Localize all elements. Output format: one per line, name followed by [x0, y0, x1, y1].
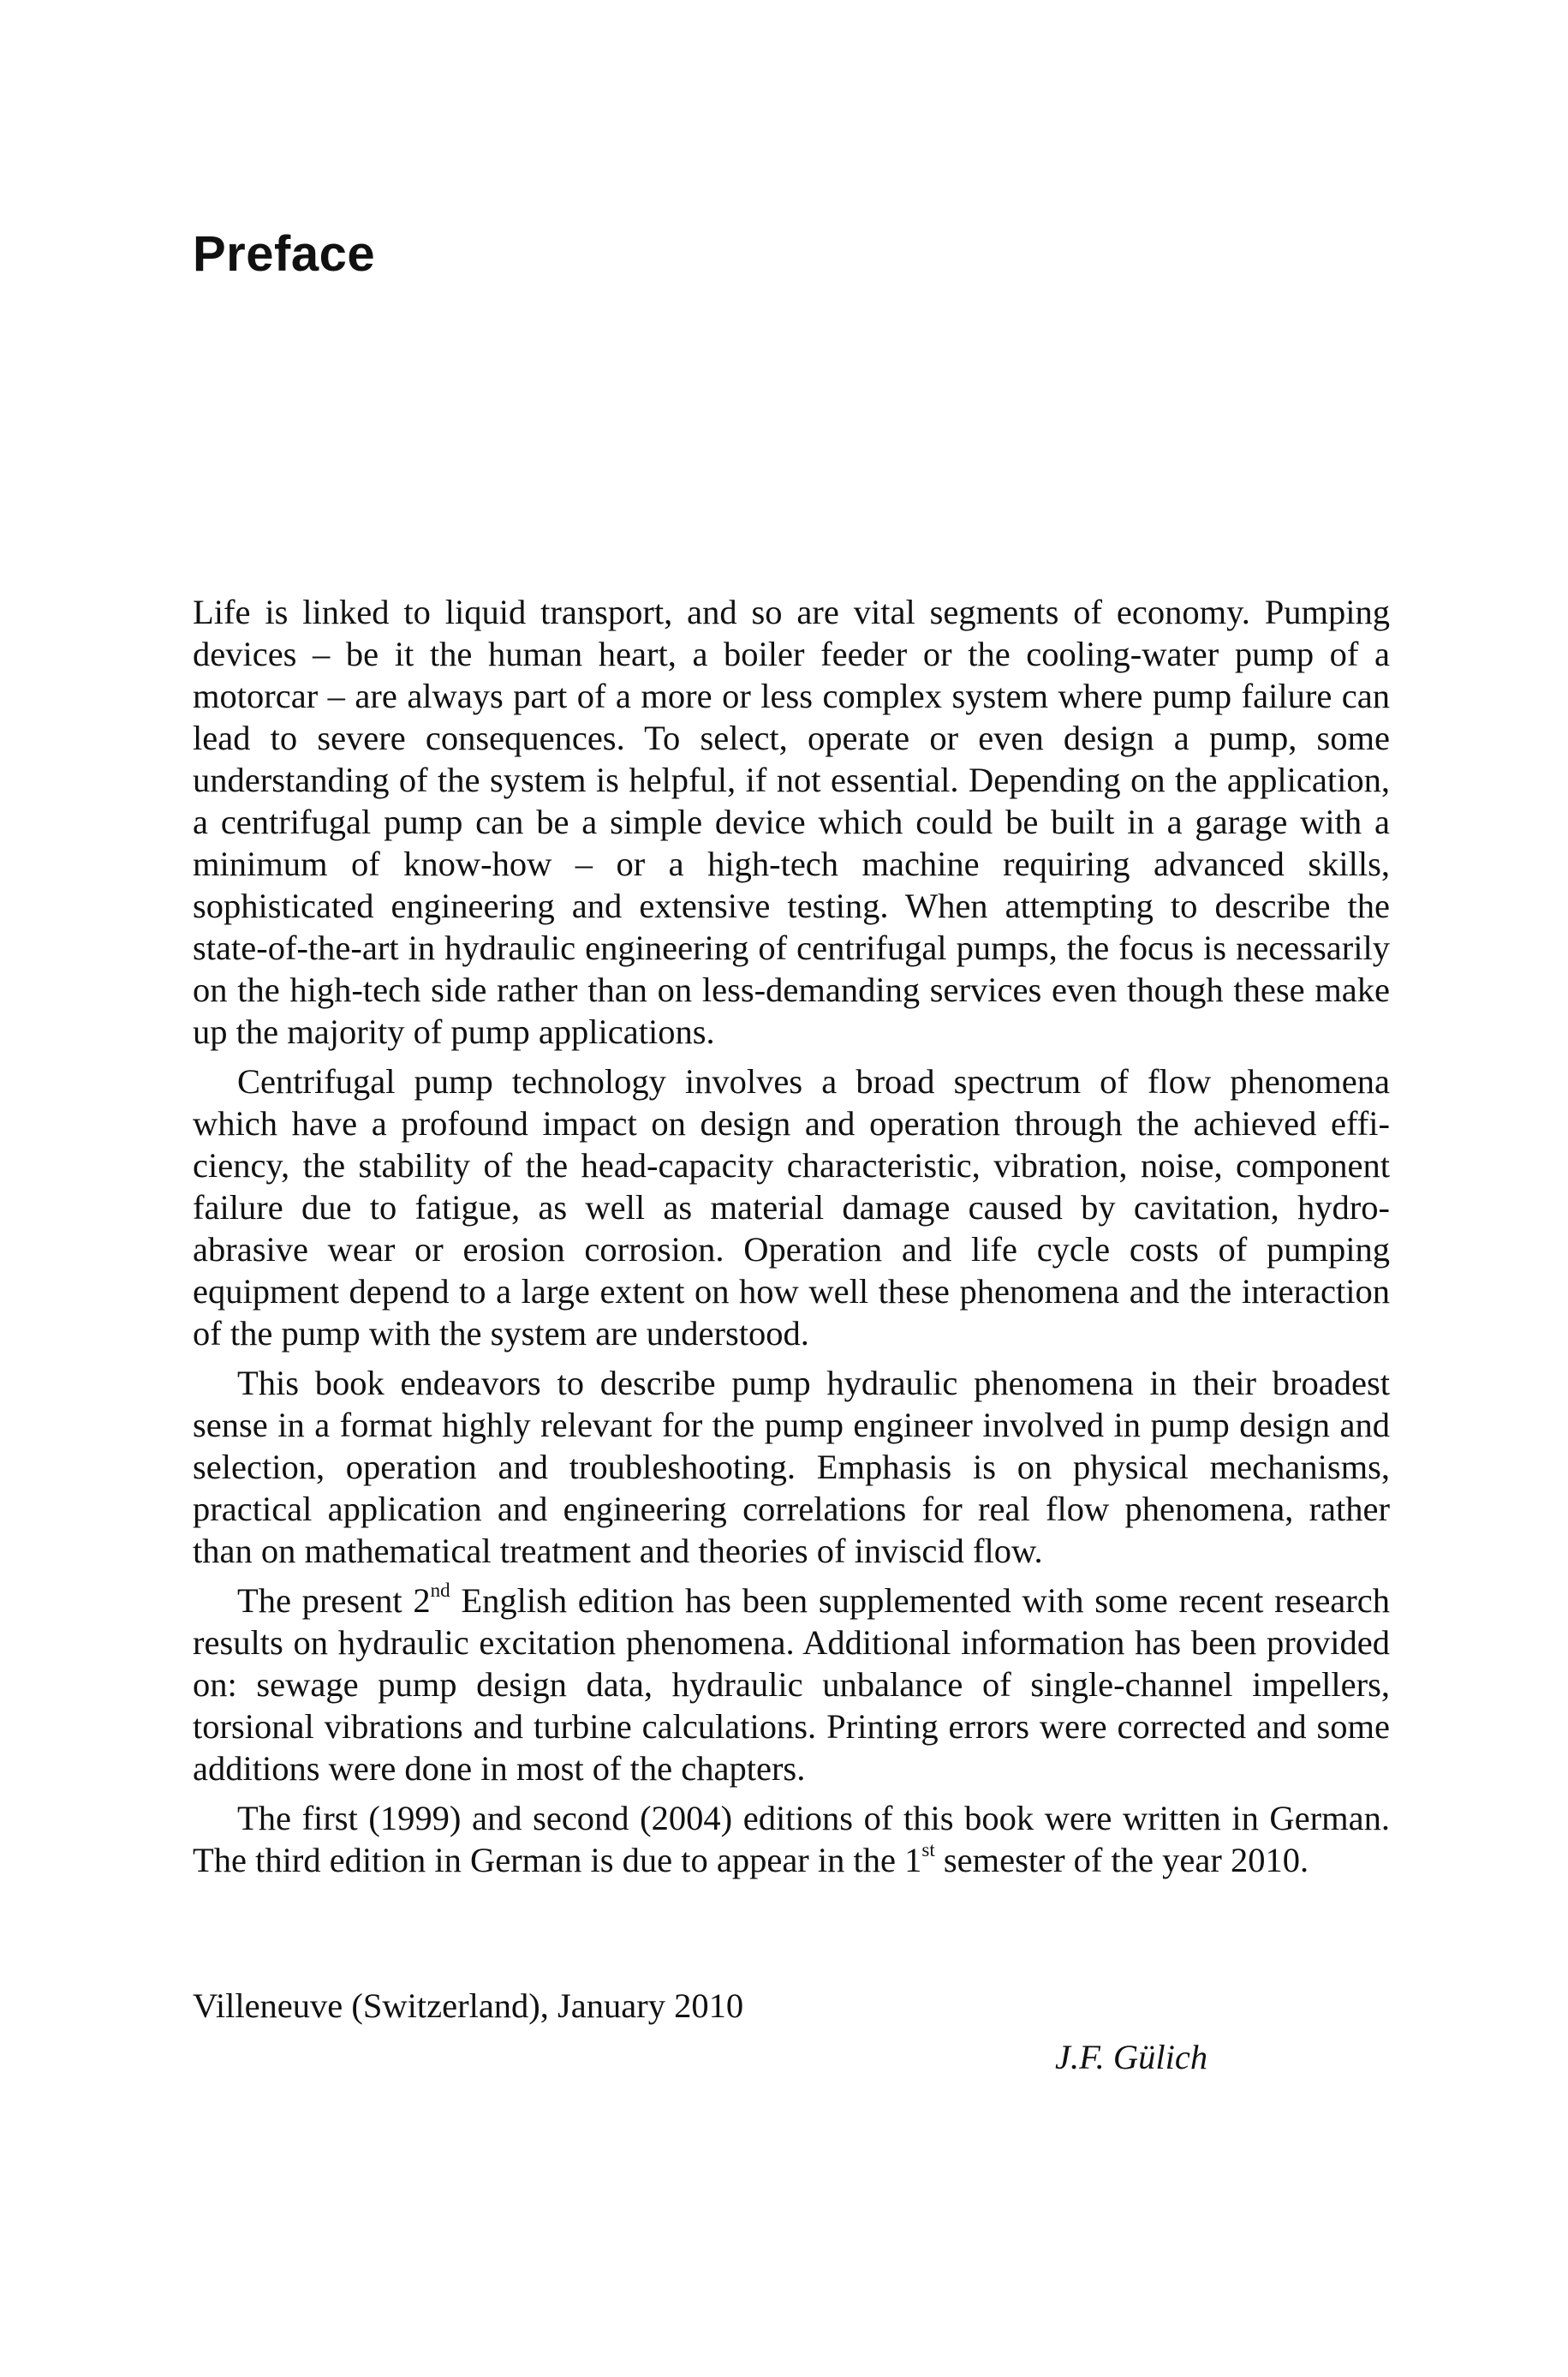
paragraph-2: Centrifugal pump technology involves a broad spectrum of flow phenomena which have a profound impact on design and operation through the achieved efficiency, the stability of the head-capacity characteristic, vibration, noise, component failure due to fatigue, as well as material damage caused by cavitation, hydro-abrasive wear or erosion corrosion. Operation and life cycle costs of pumping equipment depend to a large extent on how well these phenomena and the interaction of the pump with the system are understood.	[193, 1062, 1390, 1353]
paragraph-4-superscript: nd	[430, 1580, 450, 1601]
page-title: Preface	[193, 226, 376, 282]
paragraph-5-text-end: semester of the year 2010.	[934, 1841, 1309, 1879]
author-name: J.F. Gülich	[1055, 2038, 1208, 2076]
preface-body	[193, 591, 1390, 1881]
paragraph-4-text-end: English edition has been supplemented with some recent research results on hydraulic excitation phenomena. Additional information has been provided on: sewage pump design data, hydraulic unbalance of single-channel impellers, torsional vibrations and turbine calculations. Printing errors were corrected and some additions were done in most of the chapters.	[193, 1581, 1390, 1788]
paragraph-5-superscript: st	[921, 1839, 935, 1860]
paragraph-4-text-start: The present 2	[237, 1581, 431, 1620]
paragraph-1: Life is linked to liquid transport, and so are vital segments of economy. Pumping devices – be it the human heart, a boiler feeder or the cooling-water pump of a motorcar – are always part of a more or less complex system where pump failure can lead to severe consequences. To select, operate or even design a pump, some understanding of the system is helpful, if not essential. Depending on the application, a centrifugal pump can be a simple device which could be built in a garage with a minimum of know-how – or a high-tech machine requiring advanced skills, sophisticated engineering and extensive testing. When attempting to describe the state-of-the-art in hydraulic engineering of centrifugal pumps, the focus is necessarily on the high-tech side rather than on less-demanding services even though these make up the majority of pump applications.	[193, 593, 1390, 1051]
paragraph-5	[193, 1797, 1390, 1881]
paragraph-3: This book endeavors to describe pump hydraulic phenomena in their broadest sense in a format highly relevant for the pump engineer involved in pump design and selection, operation and troubleshooting. Emphasis is on physical mechanisms, practical application and engineering correlations for real flow phenomena, rather than on mathematical treatment and theories of inviscid flow.	[193, 1364, 1390, 1570]
place-and-date: Villeneuve (Switzerland), January 2010	[193, 1986, 744, 2025]
paragraph-4	[193, 1580, 1390, 1789]
paragraph-5-text-start: The first (1999) and second (2004) editions of this book were written in German. The third edition in German is due to appear in the 1	[193, 1799, 1390, 1879]
